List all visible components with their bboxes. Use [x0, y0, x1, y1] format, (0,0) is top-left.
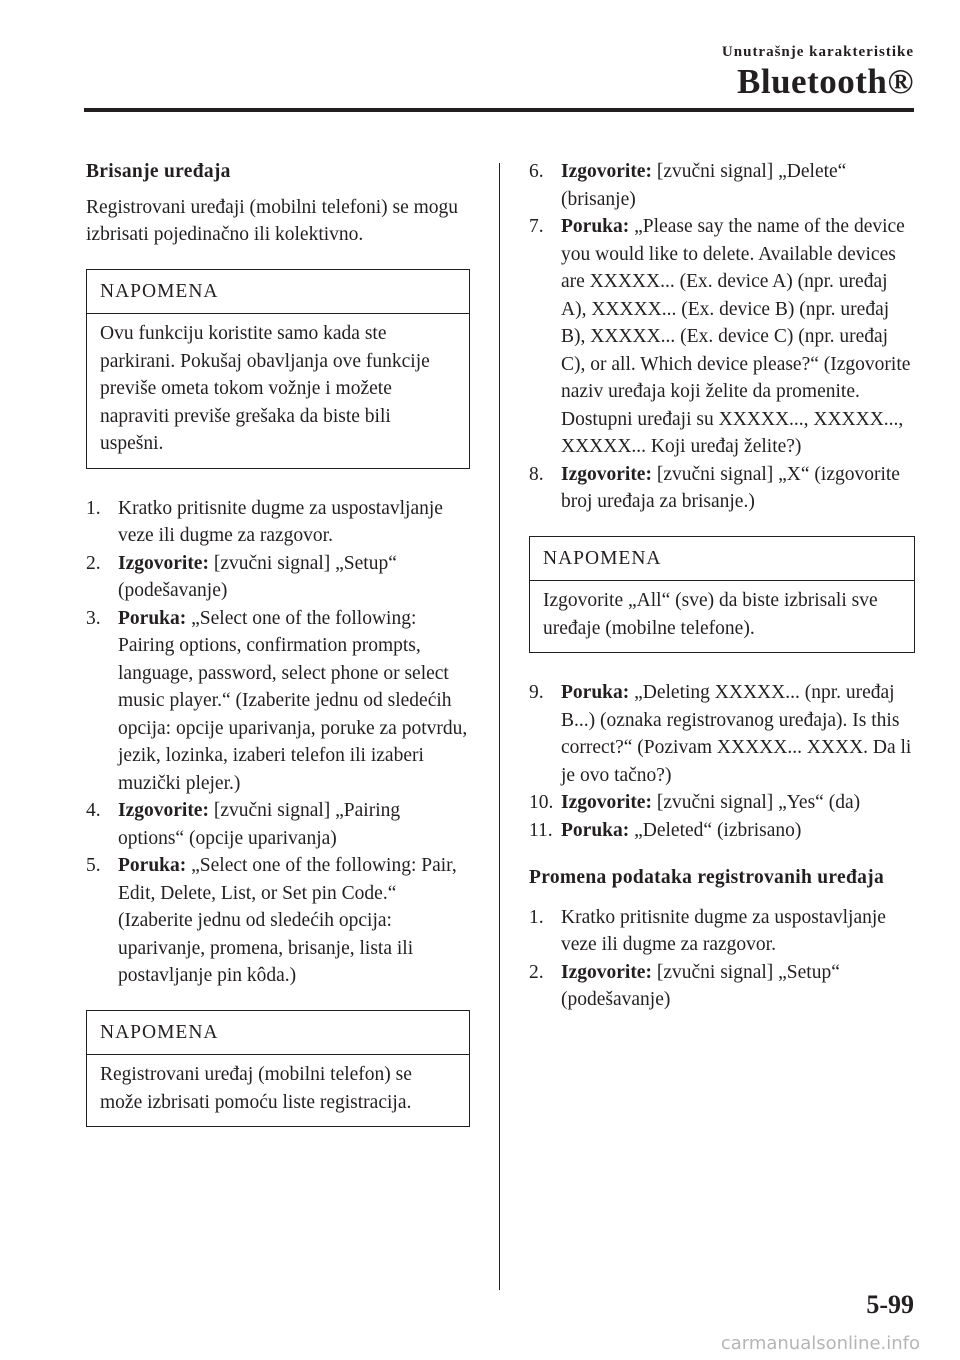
step-item — [529, 789, 915, 817]
step-text: „Please say the name of the device you would like to delete. Available devices are XXXXX... (Ex. device A) (npr. uređaj A), XXXXX... (Ex. device B) (npr. uređaj B), XXXXX... (Ex. device C) (npr. uređaj C), or all. Which device please?“ (Izgovorite naziv uređaja koji želite da promenite. Dostupni uređaji su XXXXX..., XXXXX..., XXXXX... Koji uređaj želite?) — [561, 216, 911, 457]
step-item — [86, 550, 470, 605]
step-list — [529, 158, 915, 516]
right-column — [529, 158, 915, 1034]
note-title: NAPOMENA — [87, 270, 469, 315]
step-number: 9. — [529, 682, 544, 703]
step-text: Kratko pritisnite dugme za uspostavljanje veze ili dugme za razgovor. — [561, 906, 886, 955]
note-text: Registrovani uređaj (mobilni telefon) se može izbrisati pomoću liste registracija. — [100, 1064, 412, 1113]
step-item — [86, 605, 470, 798]
step-text: [zvučni signal] „Yes“ (da) — [651, 792, 861, 813]
step-item — [529, 158, 915, 213]
step-label: Poruka: — [118, 607, 187, 629]
step-number: 4. — [86, 800, 101, 821]
step-number: 3. — [86, 607, 101, 629]
watermark: carmanualsonline.info — [720, 1333, 920, 1354]
section-label: Unutrašnje karakteristike — [721, 44, 914, 60]
step-text: „Deleted“ (izbrisano) — [629, 819, 802, 841]
step-number: 1. — [529, 906, 544, 928]
page-title: Bluetooth® — [737, 62, 914, 101]
step-item — [86, 495, 470, 550]
page-number: 5-99 — [866, 1290, 914, 1319]
section-heading-edit: Promena podataka registrovanih uređaja — [529, 867, 885, 888]
step-item — [529, 959, 915, 1014]
step-text: [zvučni signal] „Delete“ (brisanje) — [561, 161, 847, 210]
step-item — [86, 852, 470, 990]
step-item — [529, 679, 915, 789]
step-label: Izgovorite: — [118, 800, 209, 821]
step-label: Izgovorite: — [561, 792, 652, 813]
step-number: 2. — [529, 961, 544, 983]
section-heading-delete: Brisanje uređaja — [86, 161, 231, 182]
step-item — [529, 461, 915, 516]
step-list — [86, 495, 470, 990]
step-text: Kratko pritisnite dugme za uspostavljanje veze ili dugme za razgovor. — [118, 497, 443, 546]
step-text: [zvučni signal] „Pairing options“ (opcije uparivanja) — [118, 800, 401, 849]
step-label: Poruka: — [561, 682, 630, 703]
note-box — [529, 536, 915, 654]
intro-paragraph: Registrovani uređaji (mobilni telefoni) se mogu izbrisati pojedinačno ili kolektivno. — [86, 196, 459, 245]
step-item — [529, 817, 915, 845]
step-list — [529, 679, 915, 844]
note-box — [86, 1010, 470, 1128]
step-label: Poruka: — [561, 216, 630, 237]
step-text: [zvučni signal] „Setup“ (podešavanje) — [561, 961, 840, 1010]
step-text: [zvučni signal] „Setup“ (podešavanje) — [118, 552, 397, 601]
step-number: 1. — [86, 497, 101, 519]
note-title: NAPOMENA — [87, 1011, 469, 1056]
step-number: 7. — [529, 216, 544, 237]
step-text: „Select one of the following: Pair, Edit, Delete, List, or Set pin Code.“ (Izaberite jednu od sledećih opcija: uparivanje, promena, brisanje, lista ili postavljanje pin kôda.) — [118, 855, 457, 986]
note-text: Izgovorite „All“ (sve) da biste izbrisali sve uređaje (mobilne telefone). — [543, 590, 878, 639]
step-number: 11. — [529, 819, 553, 841]
column-divider — [499, 163, 500, 1290]
left-column — [86, 158, 470, 1153]
step-number: 6. — [529, 161, 544, 182]
step-text: „Select one of the following: Pairing options, confirmation prompts, language, password, select phone or select music player.“ (Izaberite jednu od sledećih opcija: opcije uparivanja, poruke za potvrdu, jezik, lozinka, izaberi telefon ili izaberi muzički plejer.) — [118, 607, 468, 794]
step-number: 10. — [529, 792, 554, 813]
step-item — [529, 904, 915, 959]
step-label: Poruka: — [118, 855, 187, 876]
step-label: Izgovorite: — [561, 961, 652, 983]
step-label: Izgovorite: — [561, 463, 652, 485]
step-label: Izgovorite: — [561, 161, 652, 182]
step-item — [529, 213, 915, 461]
step-number: 2. — [86, 552, 101, 574]
header-rule — [84, 108, 914, 112]
step-item — [86, 797, 470, 852]
step-list — [529, 904, 915, 1014]
step-label: Izgovorite: — [118, 552, 209, 574]
note-title: NAPOMENA — [530, 537, 914, 582]
step-text: „Deleting XXXXX... (npr. uređaj B...) (oznaka registrovanog uređaja). Is this correct?“ (Pozivam XXXXX... XXXX. Da li je ovo tačno?) — [561, 682, 912, 786]
step-number: 5. — [86, 855, 101, 876]
note-box — [86, 269, 470, 469]
note-text: Ovu funkciju koristite samo kada ste parkirani. Pokušaj obavljanja ove funkcije previše ometa tokom vožnje i možete napraviti previše grešaka da biste bili uspešni. — [100, 323, 430, 454]
step-number: 8. — [529, 463, 544, 485]
step-label: Poruka: — [561, 819, 630, 841]
step-text: [zvučni signal] „X“ (izgovorite broj uređaja za brisanje.) — [561, 463, 900, 512]
